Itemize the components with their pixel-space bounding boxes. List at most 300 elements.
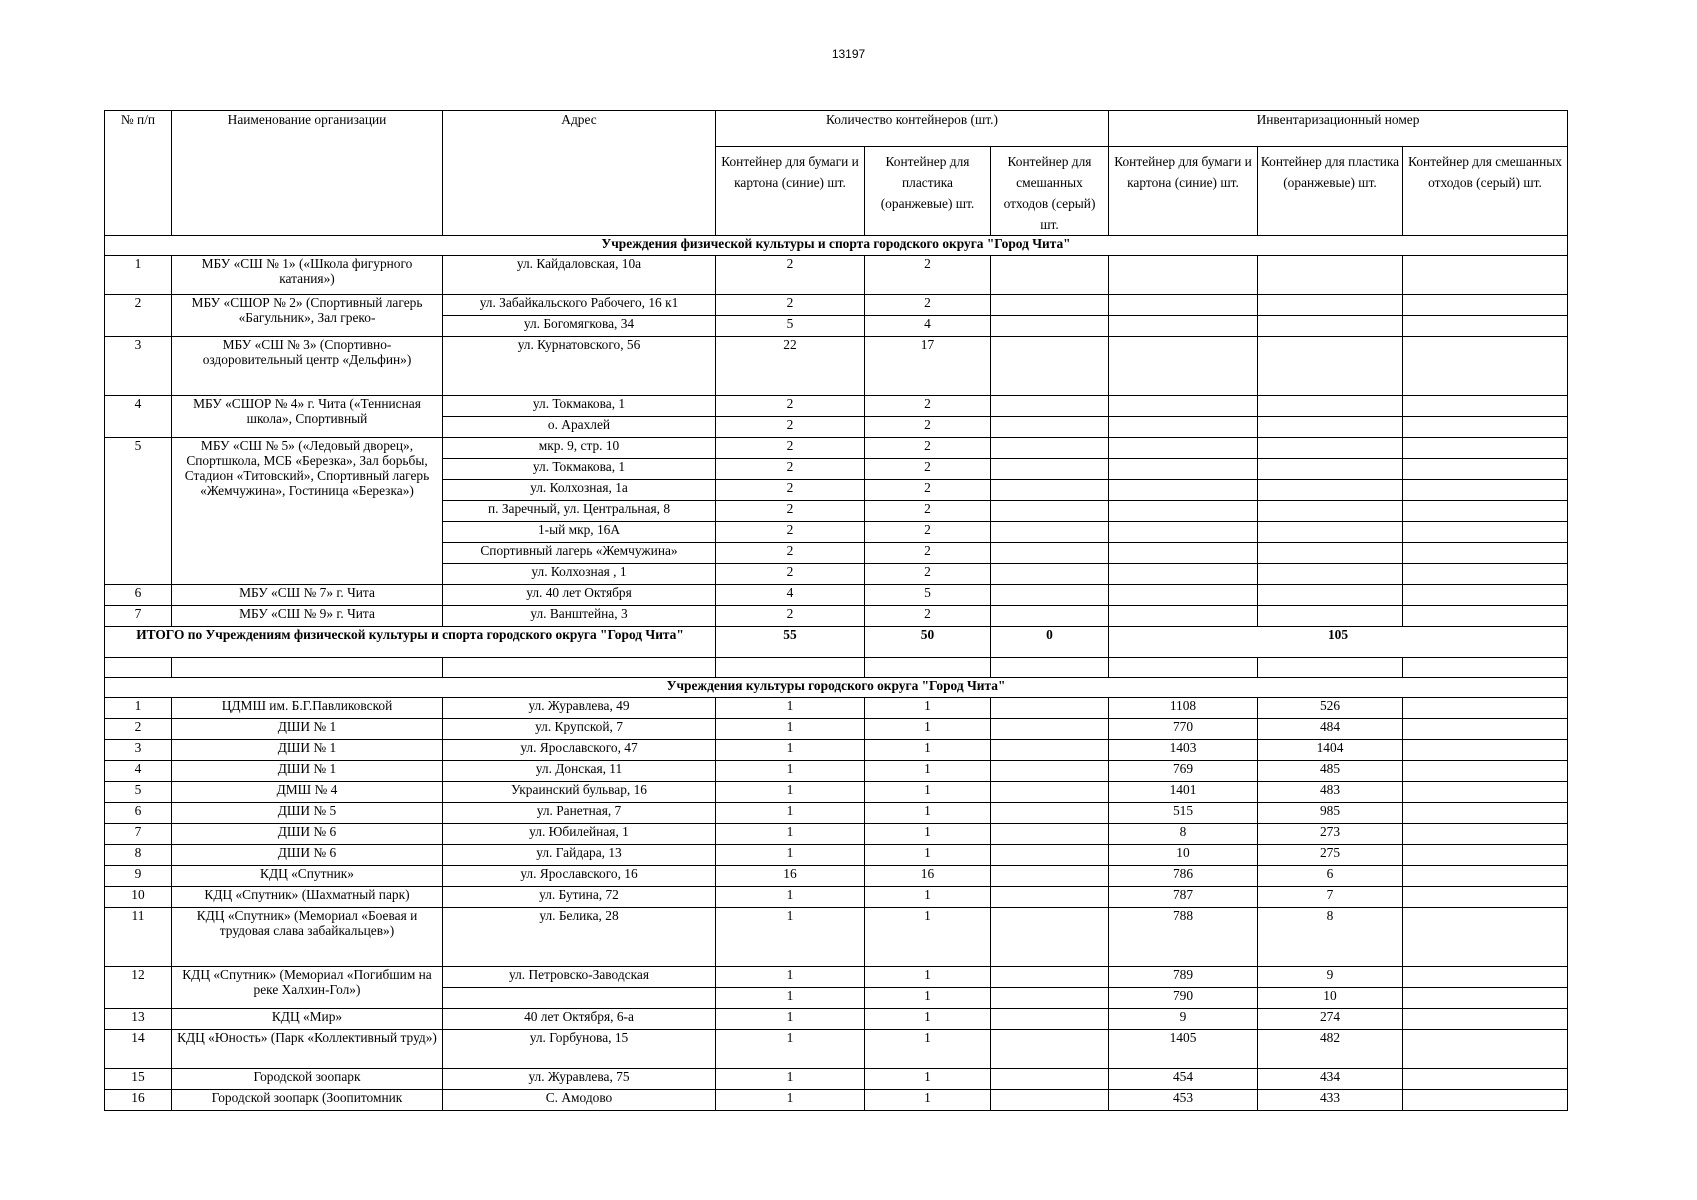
header-count-group: Количество контейнеров (шт.) [716, 111, 1109, 147]
row-number: 6 [105, 803, 172, 824]
inv-mixed [1403, 1090, 1568, 1111]
table-row [105, 606, 1568, 627]
section-title: Учреждения культуры городского округа "Город Чита" [105, 678, 1568, 698]
inv-paper [1109, 522, 1258, 543]
row-number: 5 [105, 438, 172, 585]
count-paper: 4 [716, 585, 865, 606]
count-plastic: 1 [865, 967, 991, 988]
row-number: 15 [105, 1069, 172, 1090]
count-paper: 1 [716, 988, 865, 1009]
inv-plastic [1258, 417, 1403, 438]
org-name: Городской зоопарк (Зоопитомник [172, 1090, 443, 1111]
count-mixed [991, 1009, 1109, 1030]
inv-paper: 10 [1109, 845, 1258, 866]
inv-paper: 790 [1109, 988, 1258, 1009]
inv-plastic: 6 [1258, 866, 1403, 887]
count-paper: 2 [716, 417, 865, 438]
count-paper: 2 [716, 295, 865, 316]
row-number: 8 [105, 845, 172, 866]
org-name: МБУ «СШ № 1» («Школа фигурного катания») [172, 256, 443, 295]
table-row [105, 866, 1568, 887]
header-paper: Контейнер для бумаги и картона (синие) шт. [716, 147, 865, 236]
inv-mixed [1403, 256, 1568, 295]
table-body [105, 236, 1568, 1111]
count-mixed [991, 988, 1109, 1009]
address: ул. Юбилейная, 1 [443, 824, 716, 845]
count-paper: 1 [716, 824, 865, 845]
org-name: ДШИ № 1 [172, 740, 443, 761]
address: ул. Петровско-Заводская [443, 967, 716, 988]
address: ул. Колхозная, 1а [443, 480, 716, 501]
count-plastic: 1 [865, 740, 991, 761]
address: 40 лет Октября, 6-а [443, 1009, 716, 1030]
address: ул. Колхозная , 1 [443, 564, 716, 585]
count-paper: 5 [716, 316, 865, 337]
total-mixed: 0 [991, 627, 1109, 658]
org-name: МБУ «СШ № 5» («Ледовый дворец», Спортшкола, МСБ «Березка», Зал борьбы, Стадион «Титовский», Спортивный лагерь «Жемчужина», Гостиница «Березка») [172, 438, 443, 585]
inv-paper [1109, 256, 1258, 295]
count-mixed [991, 501, 1109, 522]
inv-plastic [1258, 337, 1403, 396]
count-mixed [991, 845, 1109, 866]
org-name: МБУ «СШ № 7» г. Чита [172, 585, 443, 606]
inv-plastic: 484 [1258, 719, 1403, 740]
count-paper: 2 [716, 438, 865, 459]
count-plastic: 1 [865, 719, 991, 740]
header-num: № п/п [105, 111, 172, 236]
count-plastic: 2 [865, 522, 991, 543]
inv-plastic: 7 [1258, 887, 1403, 908]
row-number: 12 [105, 967, 172, 1009]
table-row [105, 396, 1568, 417]
table-row [105, 908, 1568, 967]
count-paper: 2 [716, 543, 865, 564]
inv-paper [1109, 295, 1258, 316]
address: С. Амодово [443, 1090, 716, 1111]
empty-cell [991, 658, 1109, 678]
table-row [105, 967, 1568, 988]
inv-plastic: 433 [1258, 1090, 1403, 1111]
inv-paper: 454 [1109, 1069, 1258, 1090]
count-plastic: 1 [865, 1030, 991, 1069]
inv-mixed [1403, 1069, 1568, 1090]
address: ул. Гайдара, 13 [443, 845, 716, 866]
count-mixed [991, 316, 1109, 337]
inv-plastic: 10 [1258, 988, 1403, 1009]
inv-mixed [1403, 396, 1568, 417]
row-number: 4 [105, 761, 172, 782]
address: ул. Белика, 28 [443, 908, 716, 967]
address: ул. Ярославского, 47 [443, 740, 716, 761]
address: ул. 40 лет Октября [443, 585, 716, 606]
inv-mixed [1403, 564, 1568, 585]
inv-mixed [1403, 480, 1568, 501]
count-paper: 2 [716, 256, 865, 295]
inv-plastic: 483 [1258, 782, 1403, 803]
address: ул. Ванштейна, 3 [443, 606, 716, 627]
empty-cell [1109, 658, 1258, 678]
inv-paper [1109, 480, 1258, 501]
empty-cell [1258, 658, 1403, 678]
inv-mixed [1403, 824, 1568, 845]
inv-plastic [1258, 316, 1403, 337]
count-plastic: 1 [865, 824, 991, 845]
inv-mixed [1403, 1009, 1568, 1030]
inv-mixed [1403, 417, 1568, 438]
count-paper: 1 [716, 740, 865, 761]
count-mixed [991, 295, 1109, 316]
count-plastic: 1 [865, 1009, 991, 1030]
address: ул. Бутина, 72 [443, 887, 716, 908]
count-plastic: 2 [865, 543, 991, 564]
count-paper: 2 [716, 480, 865, 501]
inv-plastic: 526 [1258, 698, 1403, 719]
section-header-row [105, 678, 1568, 698]
table-row [105, 337, 1568, 396]
inv-paper: 1405 [1109, 1030, 1258, 1069]
count-plastic: 4 [865, 316, 991, 337]
inv-paper: 788 [1109, 908, 1258, 967]
inv-mixed [1403, 501, 1568, 522]
org-name: КДЦ «Спутник» [172, 866, 443, 887]
inv-paper: 786 [1109, 866, 1258, 887]
inv-paper: 9 [1109, 1009, 1258, 1030]
row-number: 3 [105, 337, 172, 396]
inv-paper [1109, 606, 1258, 627]
inv-mixed [1403, 866, 1568, 887]
table-row [105, 740, 1568, 761]
count-plastic: 2 [865, 396, 991, 417]
inv-paper [1109, 337, 1258, 396]
row-number: 3 [105, 740, 172, 761]
inv-paper [1109, 438, 1258, 459]
count-mixed [991, 1069, 1109, 1090]
count-plastic: 5 [865, 585, 991, 606]
address: ул. Донская, 11 [443, 761, 716, 782]
count-mixed [991, 417, 1109, 438]
org-name: ДШИ № 5 [172, 803, 443, 824]
table-row [105, 1030, 1568, 1069]
inv-paper [1109, 501, 1258, 522]
inv-mixed [1403, 782, 1568, 803]
count-mixed [991, 908, 1109, 967]
inv-plastic [1258, 606, 1403, 627]
count-paper: 1 [716, 719, 865, 740]
count-mixed [991, 887, 1109, 908]
inv-mixed [1403, 698, 1568, 719]
inv-plastic: 274 [1258, 1009, 1403, 1030]
header-plastic-inv: Контейнер для пластика (оранжевые) шт. [1258, 147, 1403, 236]
count-mixed [991, 698, 1109, 719]
count-mixed [991, 480, 1109, 501]
count-plastic: 1 [865, 1090, 991, 1111]
inv-mixed [1403, 967, 1568, 988]
section-header-row [105, 236, 1568, 256]
count-paper: 1 [716, 803, 865, 824]
count-mixed [991, 1030, 1109, 1069]
inv-paper: 787 [1109, 887, 1258, 908]
org-name: ДМШ № 4 [172, 782, 443, 803]
count-paper: 1 [716, 698, 865, 719]
address: ул. Курнатовского, 56 [443, 337, 716, 396]
count-paper: 2 [716, 459, 865, 480]
row-number: 2 [105, 295, 172, 337]
count-plastic: 1 [865, 698, 991, 719]
inv-plastic [1258, 256, 1403, 295]
table-row [105, 782, 1568, 803]
count-plastic: 2 [865, 417, 991, 438]
inv-mixed [1403, 606, 1568, 627]
count-plastic: 1 [865, 908, 991, 967]
org-name: КДЦ «Спутник» (Шахматный парк) [172, 887, 443, 908]
count-paper: 2 [716, 396, 865, 417]
count-mixed [991, 803, 1109, 824]
count-plastic: 1 [865, 845, 991, 866]
inv-mixed [1403, 459, 1568, 480]
total-row [105, 627, 1568, 658]
org-name: ДШИ № 6 [172, 824, 443, 845]
inv-paper: 1401 [1109, 782, 1258, 803]
total-paper: 55 [716, 627, 865, 658]
address: ул. Токмакова, 1 [443, 396, 716, 417]
count-paper: 1 [716, 1009, 865, 1030]
inv-mixed [1403, 438, 1568, 459]
empty-cell [172, 658, 443, 678]
org-name: КДЦ «Мир» [172, 1009, 443, 1030]
header-mixed-inv: Контейнер для смешанных отходов (серый) шт. [1403, 147, 1568, 236]
count-paper: 2 [716, 606, 865, 627]
table-row [105, 438, 1568, 459]
table-row [105, 1090, 1568, 1111]
org-name: Городской зоопарк [172, 1069, 443, 1090]
inv-plastic: 8 [1258, 908, 1403, 967]
table-row [105, 887, 1568, 908]
table-row [105, 719, 1568, 740]
inv-paper [1109, 316, 1258, 337]
inv-paper [1109, 459, 1258, 480]
table-row [105, 1009, 1568, 1030]
org-name: КДЦ «Спутник» (Мемориал «Боевая и трудовая слава забайкальцев») [172, 908, 443, 967]
inv-plastic [1258, 522, 1403, 543]
inv-plastic [1258, 501, 1403, 522]
count-mixed [991, 719, 1109, 740]
inv-plastic [1258, 295, 1403, 316]
inv-paper: 453 [1109, 1090, 1258, 1111]
address: Спортивный лагерь «Жемчужина» [443, 543, 716, 564]
row-number: 13 [105, 1009, 172, 1030]
count-mixed [991, 459, 1109, 480]
count-plastic: 2 [865, 459, 991, 480]
header-mixed: Контейнер для смешанных отходов (серый) шт. [991, 147, 1109, 236]
address: ул. Богомягкова, 34 [443, 316, 716, 337]
row-number: 16 [105, 1090, 172, 1111]
inv-plastic [1258, 543, 1403, 564]
inv-mixed [1403, 887, 1568, 908]
count-mixed [991, 761, 1109, 782]
header-inv-group: Инвентаризационный номер [1109, 111, 1568, 147]
inv-paper [1109, 564, 1258, 585]
inv-mixed [1403, 337, 1568, 396]
count-plastic: 2 [865, 256, 991, 295]
count-plastic: 2 [865, 480, 991, 501]
count-plastic: 1 [865, 782, 991, 803]
empty-cell [865, 658, 991, 678]
count-plastic: 1 [865, 887, 991, 908]
inv-mixed [1403, 761, 1568, 782]
inv-paper [1109, 417, 1258, 438]
count-mixed [991, 824, 1109, 845]
count-plastic: 2 [865, 438, 991, 459]
inv-mixed [1403, 988, 1568, 1009]
inv-paper [1109, 543, 1258, 564]
count-plastic: 2 [865, 606, 991, 627]
count-mixed [991, 522, 1109, 543]
count-mixed [991, 396, 1109, 417]
inv-plastic [1258, 396, 1403, 417]
inv-plastic: 485 [1258, 761, 1403, 782]
count-plastic: 2 [865, 564, 991, 585]
address: ул. Кайдаловская, 10а [443, 256, 716, 295]
count-paper: 1 [716, 908, 865, 967]
table-row [105, 256, 1568, 295]
count-paper: 2 [716, 522, 865, 543]
count-paper: 1 [716, 845, 865, 866]
org-name: ЦДМШ им. Б.Г.Павликовской [172, 698, 443, 719]
count-mixed [991, 967, 1109, 988]
address: ул. Забайкальского Рабочего, 16 к1 [443, 295, 716, 316]
count-paper: 1 [716, 782, 865, 803]
inv-mixed [1403, 522, 1568, 543]
count-paper: 1 [716, 967, 865, 988]
inv-mixed [1403, 316, 1568, 337]
org-name: КДЦ «Юность» (Парк «Коллективный труд») [172, 1030, 443, 1069]
address: ул. Ярославского, 16 [443, 866, 716, 887]
inv-paper: 789 [1109, 967, 1258, 988]
inv-mixed [1403, 908, 1568, 967]
count-paper: 1 [716, 761, 865, 782]
count-plastic: 2 [865, 295, 991, 316]
address: ул. Крупской, 7 [443, 719, 716, 740]
inv-paper: 769 [1109, 761, 1258, 782]
address [443, 988, 716, 1009]
section-title: Учреждения физической культуры и спорта городского округа "Город Чита" [105, 236, 1568, 256]
header-addr: Адрес [443, 111, 716, 236]
table-row [105, 845, 1568, 866]
empty-cell [443, 658, 716, 678]
inv-plastic: 985 [1258, 803, 1403, 824]
empty-row [105, 658, 1568, 678]
table-row [105, 1069, 1568, 1090]
table-row [105, 824, 1568, 845]
row-number: 9 [105, 866, 172, 887]
inv-plastic: 1404 [1258, 740, 1403, 761]
count-plastic: 1 [865, 761, 991, 782]
total-label: ИТОГО по Учреждениям физической культуры и спорта городского округа "Город Чита" [105, 627, 716, 658]
total-inv: 105 [1109, 627, 1568, 658]
inv-paper: 770 [1109, 719, 1258, 740]
table-row [105, 803, 1568, 824]
empty-cell [1403, 658, 1568, 678]
inv-mixed [1403, 543, 1568, 564]
inv-plastic: 273 [1258, 824, 1403, 845]
total-plastic: 50 [865, 627, 991, 658]
org-name: ДШИ № 6 [172, 845, 443, 866]
row-number: 1 [105, 256, 172, 295]
count-plastic: 16 [865, 866, 991, 887]
inv-plastic: 9 [1258, 967, 1403, 988]
inv-paper: 8 [1109, 824, 1258, 845]
row-number: 1 [105, 698, 172, 719]
count-mixed [991, 606, 1109, 627]
inv-mixed [1403, 803, 1568, 824]
count-mixed [991, 256, 1109, 295]
address: о. Арахлей [443, 417, 716, 438]
count-plastic: 1 [865, 988, 991, 1009]
inv-paper: 1403 [1109, 740, 1258, 761]
address: мкр. 9, стр. 10 [443, 438, 716, 459]
containers-table [104, 110, 1568, 1111]
count-paper: 1 [716, 887, 865, 908]
count-plastic: 1 [865, 803, 991, 824]
count-mixed [991, 866, 1109, 887]
count-plastic: 1 [865, 1069, 991, 1090]
address: ул. Токмакова, 1 [443, 459, 716, 480]
empty-cell [105, 658, 172, 678]
count-paper: 1 [716, 1030, 865, 1069]
count-paper: 16 [716, 866, 865, 887]
inv-plastic: 275 [1258, 845, 1403, 866]
row-number: 5 [105, 782, 172, 803]
address: ул. Журавлева, 75 [443, 1069, 716, 1090]
count-plastic: 17 [865, 337, 991, 396]
inv-mixed [1403, 740, 1568, 761]
org-name: МБУ «СШ № 9» г. Чита [172, 606, 443, 627]
address: 1-ый мкр, 16А [443, 522, 716, 543]
row-number: 7 [105, 824, 172, 845]
count-paper: 1 [716, 1069, 865, 1090]
row-number: 4 [105, 396, 172, 438]
inv-paper [1109, 396, 1258, 417]
count-mixed [991, 564, 1109, 585]
inv-mixed [1403, 719, 1568, 740]
count-paper: 2 [716, 564, 865, 585]
count-plastic: 2 [865, 501, 991, 522]
empty-cell [716, 658, 865, 678]
address: ул. Журавлева, 49 [443, 698, 716, 719]
inv-mixed [1403, 585, 1568, 606]
org-name: ДШИ № 1 [172, 761, 443, 782]
header-plastic: Контейнер для пластика (оранжевые) шт. [865, 147, 991, 236]
row-number: 10 [105, 887, 172, 908]
count-paper: 1 [716, 1090, 865, 1111]
count-mixed [991, 585, 1109, 606]
count-mixed [991, 543, 1109, 564]
inv-paper [1109, 585, 1258, 606]
header-paper-inv: Контейнер для бумаги и картона (синие) шт. [1109, 147, 1258, 236]
count-mixed [991, 337, 1109, 396]
count-paper: 22 [716, 337, 865, 396]
row-number: 7 [105, 606, 172, 627]
count-mixed [991, 782, 1109, 803]
count-mixed [991, 740, 1109, 761]
inv-plastic: 482 [1258, 1030, 1403, 1069]
address: ул. Ранетная, 7 [443, 803, 716, 824]
org-name: ДШИ № 1 [172, 719, 443, 740]
page-number: 13197 [831, 47, 866, 61]
table-row [105, 295, 1568, 316]
count-mixed [991, 438, 1109, 459]
inv-plastic [1258, 585, 1403, 606]
